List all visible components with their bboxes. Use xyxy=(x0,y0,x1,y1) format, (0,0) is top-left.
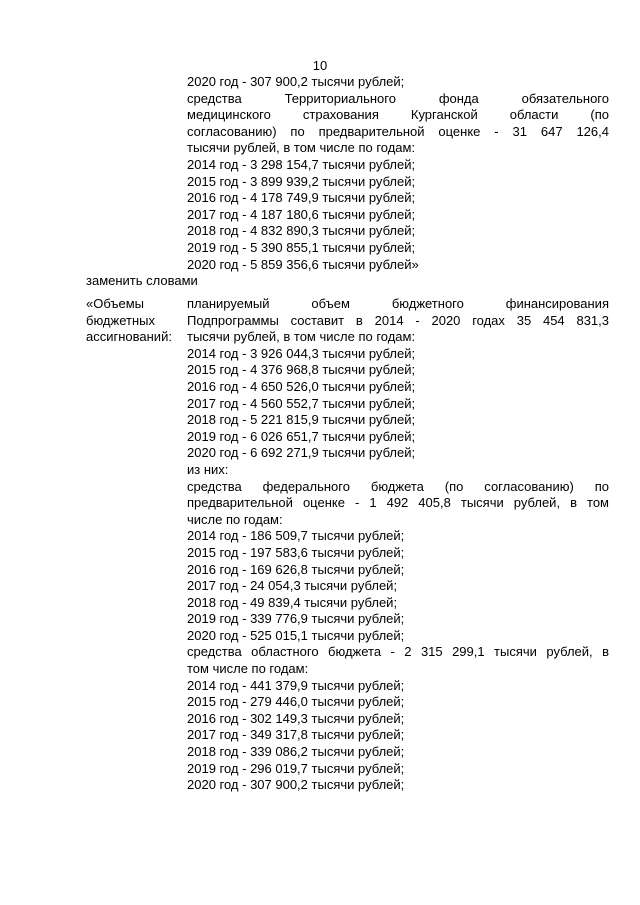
paragraph-line: средства областного бюджета - 2 315 299,1 тысячи рублей, в xyxy=(187,644,609,660)
year-line: 2016 год - 169 626,8 тысячи рублей; xyxy=(187,561,405,577)
paragraph-line: планируемый объем бюджетного финансирования xyxy=(187,296,609,311)
new-section xyxy=(187,296,609,794)
year-line: 2020 год - 5 859 356,6 тысячи рублей» xyxy=(187,256,419,272)
year-line: 2019 год - 296 019,7 тысячи рублей; xyxy=(187,760,405,776)
year-line: 2019 год - 6 026 651,7 тысячи рублей; xyxy=(187,428,416,444)
year-line: 2017 год - 349 317,8 тысячи рублей; xyxy=(187,727,405,743)
label-line: бюджетных xyxy=(86,312,155,328)
paragraph-line: Подпрограммы составит в 2014 - 2020 годах 35 454 831,3 xyxy=(187,312,609,328)
year-line: 2018 год - 339 086,2 тысячи рублей; xyxy=(187,744,405,760)
year-line: 2016 год - 302 149,3 тысячи рублей; xyxy=(187,710,405,726)
year-line: 2020 год - 307 900,2 тысячи рублей; xyxy=(187,777,405,793)
year-line: 2015 год - 279 446,0 тысячи рублей; xyxy=(187,694,405,710)
year-line: 2018 год - 5 221 815,9 тысячи рублей; xyxy=(187,412,416,428)
replace-label: заменить словами xyxy=(86,273,198,288)
year-line: 2015 год - 4 376 968,8 тысячи рублей; xyxy=(187,362,416,378)
paragraph-line: средства федерального бюджета (по согласованию) по xyxy=(187,478,609,494)
top-section xyxy=(187,74,609,273)
year-line: 2016 год - 4 650 526,0 тысячи рублей; xyxy=(187,378,416,394)
paragraph-line: медицинского страхования Курганской области (по xyxy=(187,107,609,123)
paragraph-line: тысячи рублей, в том числе по годам: xyxy=(187,140,416,156)
year-line: 2017 год - 4 560 552,7 тысячи рублей; xyxy=(187,395,416,411)
paragraph-line: предварительной оценке - 1 492 405,8 тысячи рублей, в том xyxy=(187,495,609,511)
year-line: 2014 год - 186 509,7 тысячи рублей; xyxy=(187,528,405,544)
of-them-line: из них: xyxy=(187,461,229,477)
year-line: 2018 год - 49 839,4 тысячи рублей; xyxy=(187,594,398,610)
year-line: 2015 год - 197 583,6 тысячи рублей; xyxy=(187,544,405,560)
year-line: 2018 год - 4 832 890,3 тысячи рублей; xyxy=(187,223,416,239)
year-line: 2014 год - 3 926 044,3 тысячи рублей; xyxy=(187,345,416,361)
year-line: 2020 год - 525 015,1 тысячи рублей; xyxy=(187,627,405,643)
year-line: 2019 год - 339 776,9 тысячи рублей; xyxy=(187,611,405,627)
label-line: ассигнований: xyxy=(86,329,172,345)
year-line: 2017 год - 4 187 180,6 тысячи рублей; xyxy=(187,206,416,222)
year-line: 2014 год - 441 379,9 тысячи рублей; xyxy=(187,677,405,693)
year-line: 2019 год - 5 390 855,1 тысячи рублей; xyxy=(187,239,416,255)
page-number: 10 xyxy=(312,58,328,73)
year-line: 2020 год - 307 900,2 тысячи рублей; xyxy=(187,74,405,89)
paragraph-line: согласованию) по предварительной оценке - 31 647 126,4 xyxy=(187,123,609,139)
label-line: «Объемы xyxy=(86,296,144,311)
paragraph-line: средства Территориального фонда обязательного xyxy=(187,90,609,106)
paragraph-line: числе по годам: xyxy=(187,511,283,527)
year-line: 2016 год - 4 178 749,9 тысячи рублей; xyxy=(187,190,416,206)
year-line: 2020 год - 6 692 271,9 тысячи рублей; xyxy=(187,445,416,461)
year-line: 2017 год - 24 054,3 тысячи рублей; xyxy=(187,578,398,594)
paragraph-line: том числе по годам: xyxy=(187,661,309,677)
paragraph-line: тысячи рублей, в том числе по годам: xyxy=(187,329,416,345)
year-line: 2014 год - 3 298 154,7 тысячи рублей; xyxy=(187,156,416,172)
budget-label xyxy=(86,296,181,346)
year-line: 2015 год - 3 899 939,2 тысячи рублей; xyxy=(187,173,416,189)
